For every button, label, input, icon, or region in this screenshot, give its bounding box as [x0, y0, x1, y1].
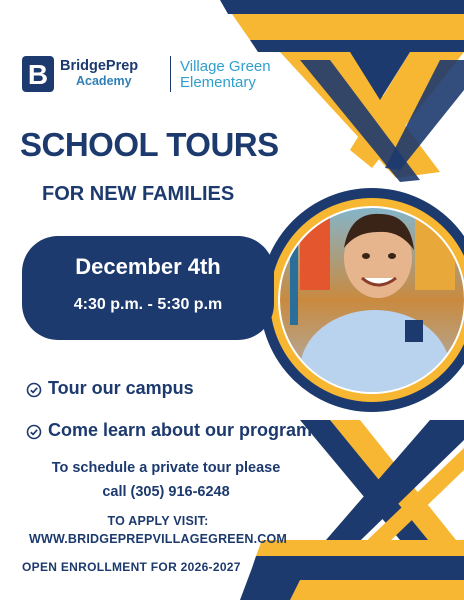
schedule-line1: To schedule a private tour please — [51, 460, 281, 476]
page-subtitle: FOR NEW FAMILIES — [42, 183, 235, 205]
academy-sub: Academy — [76, 74, 132, 88]
event-time: 4:30 p.m. - 5:30 p.m — [73, 296, 223, 313]
logo-block — [22, 56, 282, 96]
enrollment-notice: OPEN ENROLLMENT FOR 2026-2027 — [22, 560, 241, 574]
apply-heading: TO APPLY VISIT: — [107, 514, 209, 528]
school-name-line2: Elementary — [180, 74, 256, 91]
logo-letter: B — [27, 59, 49, 90]
check-circle-icon — [26, 382, 42, 398]
academy-name: BridgePrep — [60, 58, 139, 74]
event-date: December 4th — [75, 254, 221, 279]
bullet-text: Come learn about our programs — [48, 420, 323, 440]
page-title: SCHOOL TOURS — [20, 126, 279, 163]
bridgeprep-logo-icon — [22, 56, 54, 92]
schedule-phone[interactable]: call (305) 916-6248 — [102, 484, 230, 500]
event-date-pill — [22, 236, 274, 340]
check-circle-icon — [26, 424, 42, 440]
logo-divider — [170, 56, 171, 92]
school-name-line1: Village Green — [180, 58, 271, 75]
bullet-text: Tour our campus — [48, 378, 194, 398]
apply-url[interactable]: WWW.BRIDGEPREPVILLAGEGREEN.COM — [28, 532, 288, 546]
